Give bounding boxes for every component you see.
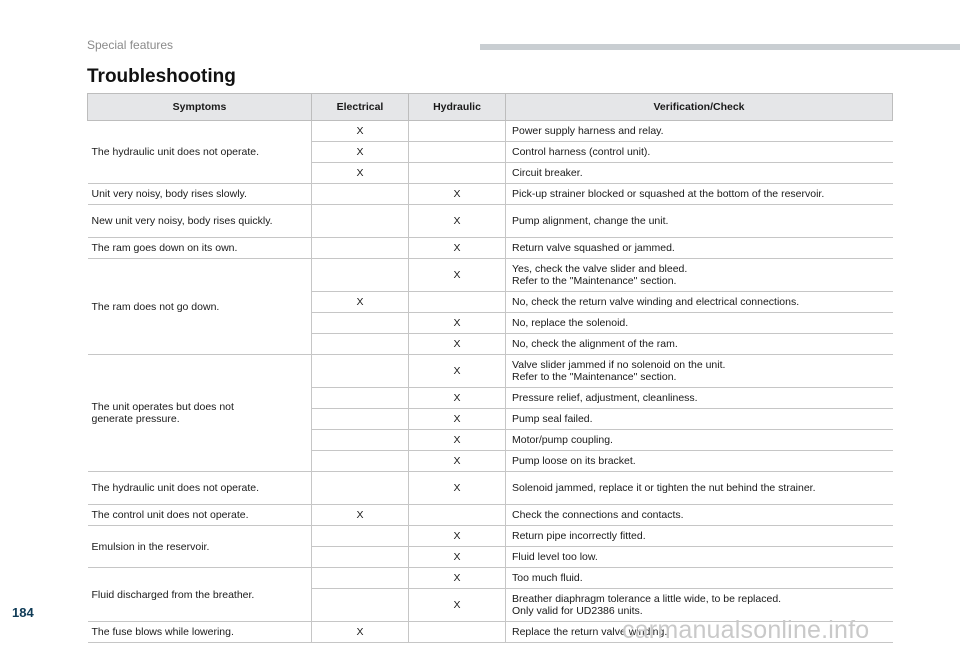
page-number: 184	[12, 605, 34, 620]
verification-line: Solenoid jammed, replace it or tighten the nut behind the strainer.	[512, 482, 816, 494]
verification-line: Yes, check the valve slider and bleed.	[512, 263, 688, 275]
verification-line: Check the connections and contacts.	[512, 509, 684, 521]
verification-cell	[506, 472, 893, 505]
hydraulic-cell	[409, 121, 506, 142]
verification-cell	[506, 568, 893, 589]
verification-cell	[506, 334, 893, 355]
table-row	[88, 355, 893, 388]
verification-cell	[506, 505, 893, 526]
verification-line: No, replace the solenoid.	[512, 317, 629, 329]
page-title: Troubleshooting	[87, 66, 236, 87]
troubleshooting-table	[87, 93, 893, 643]
hydraulic-cell	[409, 505, 506, 526]
electrical-cell	[312, 589, 409, 622]
electrical-cell: X	[312, 142, 409, 163]
hydraulic-cell	[409, 622, 506, 643]
electrical-cell	[312, 238, 409, 259]
verification-cell	[506, 184, 893, 205]
symptom-cell: The control unit does not operate.	[88, 505, 312, 526]
hydraulic-cell: X	[409, 472, 506, 505]
verification-cell	[506, 259, 893, 292]
table-row	[88, 205, 893, 238]
electrical-cell: X	[312, 622, 409, 643]
hydraulic-cell: X	[409, 355, 506, 388]
verification-line: Control harness (control unit).	[512, 146, 651, 158]
table-row	[88, 238, 893, 259]
symptom-cell: The hydraulic unit does not operate.	[88, 472, 312, 505]
electrical-cell	[312, 355, 409, 388]
verification-line: Only valid for UD2386 units.	[512, 605, 643, 617]
hydraulic-cell	[409, 163, 506, 184]
verification-cell	[506, 292, 893, 313]
verification-line: Valve slider jammed if no solenoid on the unit.	[512, 359, 726, 371]
verification-cell	[506, 451, 893, 472]
verification-line: Pump alignment, change the unit.	[512, 215, 669, 227]
verification-cell	[506, 526, 893, 547]
verification-line: Too much fluid.	[512, 572, 583, 584]
hydraulic-cell: X	[409, 568, 506, 589]
table-header-row	[88, 94, 893, 121]
verification-cell	[506, 388, 893, 409]
table-row	[88, 568, 893, 589]
electrical-cell	[312, 388, 409, 409]
verification-cell	[506, 142, 893, 163]
electrical-cell: X	[312, 163, 409, 184]
table-body	[88, 121, 893, 643]
symptom-cell: The fuse blows while lowering.	[88, 622, 312, 643]
verification-line: Refer to the "Maintenance" section.	[512, 371, 677, 383]
verification-line: Pressure relief, adjustment, cleanliness.	[512, 392, 698, 404]
verification-line: Breather diaphragm tolerance a little wide, to be replaced.	[512, 593, 782, 605]
symptom-cell: Unit very noisy, body rises slowly.	[88, 184, 312, 205]
electrical-cell	[312, 472, 409, 505]
table-row	[88, 184, 893, 205]
hydraulic-cell: X	[409, 205, 506, 238]
verification-line: Fluid level too low.	[512, 551, 598, 563]
hydraulic-cell	[409, 142, 506, 163]
hydraulic-cell: X	[409, 547, 506, 568]
verification-cell	[506, 355, 893, 388]
verification-line: Return valve squashed or jammed.	[512, 242, 675, 254]
electrical-cell	[312, 409, 409, 430]
symptom-cell: The ram does not go down.	[88, 259, 312, 355]
verification-line: Pick-up strainer blocked or squashed at the bottom of the reservoir.	[512, 188, 825, 200]
verification-cell	[506, 313, 893, 334]
electrical-cell	[312, 259, 409, 292]
electrical-cell	[312, 547, 409, 568]
verification-cell	[506, 238, 893, 259]
header-rule	[480, 44, 960, 50]
hydraulic-cell: X	[409, 526, 506, 547]
hydraulic-cell: X	[409, 589, 506, 622]
hydraulic-cell: X	[409, 259, 506, 292]
verification-cell	[506, 409, 893, 430]
column-header-hydraulic: Hydraulic	[409, 94, 506, 121]
verification-line: Replace the return valve winding.	[512, 626, 668, 638]
verification-line: Motor/pump coupling.	[512, 434, 613, 446]
hydraulic-cell: X	[409, 451, 506, 472]
table-row	[88, 472, 893, 505]
verification-line: No, check the alignment of the ram.	[512, 338, 678, 350]
column-header-symptoms: Symptoms	[88, 94, 312, 121]
electrical-cell: X	[312, 292, 409, 313]
hydraulic-cell: X	[409, 334, 506, 355]
table-row	[88, 505, 893, 526]
symptom-cell: The unit operates but does not generate pressure.	[88, 355, 312, 472]
section-label: Special features	[87, 38, 174, 52]
hydraulic-cell: X	[409, 238, 506, 259]
verification-cell	[506, 547, 893, 568]
electrical-cell	[312, 451, 409, 472]
symptom-cell: Fluid discharged from the breather.	[88, 568, 312, 622]
verification-cell	[506, 205, 893, 238]
electrical-cell: X	[312, 121, 409, 142]
verification-line: Refer to the "Maintenance" section.	[512, 275, 677, 287]
column-header-electrical: Electrical	[312, 94, 409, 121]
electrical-cell	[312, 568, 409, 589]
verification-line: Pump loose on its bracket.	[512, 455, 636, 467]
column-header-verification: Verification/Check	[506, 94, 893, 121]
watermark: carmanualsonline.info	[622, 616, 870, 644]
electrical-cell	[312, 334, 409, 355]
table-row	[88, 259, 893, 292]
verification-line: No, check the return valve winding and electrical connections.	[512, 296, 800, 308]
verification-line: Power supply harness and relay.	[512, 125, 664, 137]
hydraulic-cell	[409, 292, 506, 313]
electrical-cell	[312, 430, 409, 451]
symptom-cell: New unit very noisy, body rises quickly.	[88, 205, 312, 238]
verification-line: Circuit breaker.	[512, 167, 583, 179]
hydraulic-cell: X	[409, 184, 506, 205]
hydraulic-cell: X	[409, 313, 506, 334]
electrical-cell: X	[312, 505, 409, 526]
verification-cell	[506, 121, 893, 142]
hydraulic-cell: X	[409, 430, 506, 451]
table-row	[88, 121, 893, 142]
symptom-cell: The hydraulic unit does not operate.	[88, 121, 312, 184]
verification-cell	[506, 163, 893, 184]
hydraulic-cell: X	[409, 388, 506, 409]
electrical-cell	[312, 526, 409, 547]
electrical-cell	[312, 205, 409, 238]
electrical-cell	[312, 184, 409, 205]
symptom-cell: Emulsion in the reservoir.	[88, 526, 312, 568]
symptom-cell: The ram goes down on its own.	[88, 238, 312, 259]
verification-cell	[506, 430, 893, 451]
verification-line: Return pipe incorrectly fitted.	[512, 530, 646, 542]
verification-line: Pump seal failed.	[512, 413, 593, 425]
table-row	[88, 526, 893, 547]
electrical-cell	[312, 313, 409, 334]
hydraulic-cell: X	[409, 409, 506, 430]
